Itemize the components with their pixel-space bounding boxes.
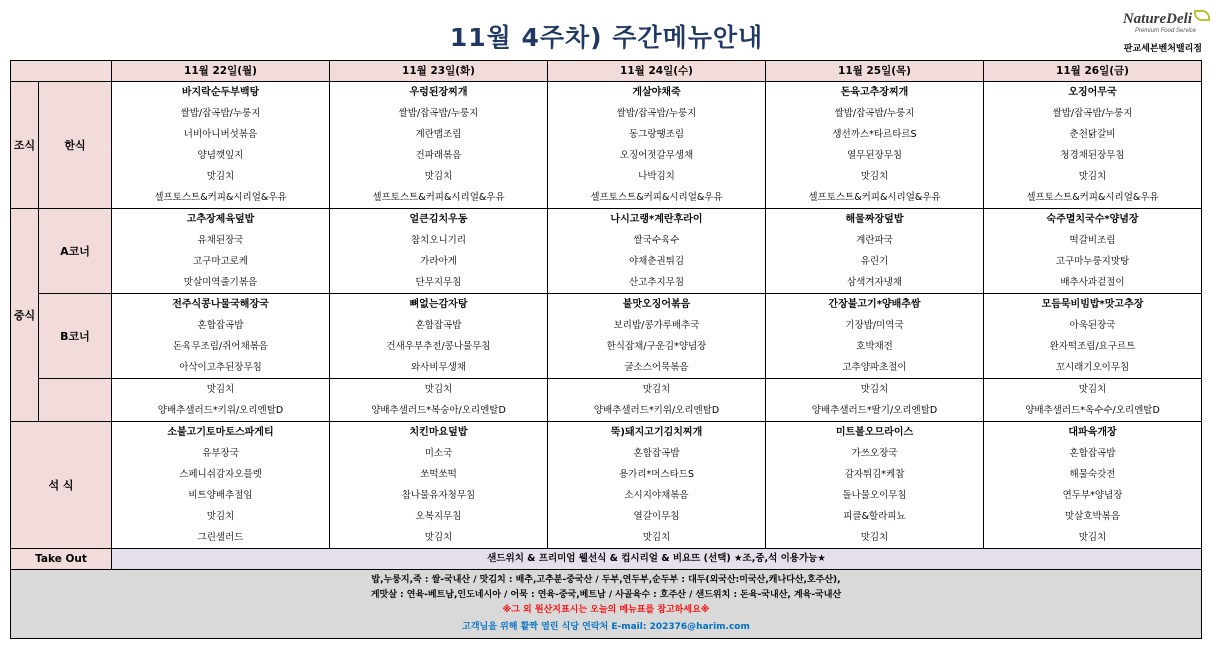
menu-item: 맛김치	[206, 384, 235, 395]
main-dish: 돈육고추장찌개	[840, 87, 909, 98]
main-dish: 뚝)돼지고기김치찌개	[610, 427, 703, 438]
origin-info	[11, 570, 1202, 639]
menu-item: 아욱된장국	[1069, 320, 1116, 331]
main-dish: 오징어무국	[1068, 87, 1117, 98]
corner-cell	[11, 61, 112, 82]
origin-line-1: 밥,누룽지,죽 : 쌀-국내산 / 맛김치 : 배추,고추분-중국산 / 두부,연두부,순두부 : 대두(외국산:미국산,캐나다산,호주산),	[371, 575, 841, 585]
menu-item: 참치오니기리	[410, 235, 467, 246]
menu-item: 고구마누룽지맛탕	[1055, 256, 1130, 267]
origin-notice: ※그 외 원산지표시는 오늘의 메뉴표를 참고하세요※	[502, 605, 710, 615]
menu-item: 쌀국수육수	[633, 235, 680, 246]
menu-item: 계란맵조림	[415, 129, 462, 140]
menu-item: 쌀밥/잡곡밥/누룽지	[398, 108, 479, 119]
menu-item: 쌀밥/잡곡밥/누룽지	[834, 108, 915, 119]
menu-item: 삼색겨자냉채	[846, 277, 903, 288]
menu-item: 돌나물오이무침	[842, 490, 907, 501]
menu-cell	[984, 209, 1202, 294]
day-header: 11월 23일(화)	[330, 61, 548, 82]
menu-item: 생선까스*타르타르S	[832, 129, 917, 140]
menu-item: 쏘떡쏘떡	[420, 469, 457, 480]
menu-item: 건파래볶음	[415, 150, 462, 161]
menu-item: 유린기	[860, 256, 889, 267]
menu-item: 혼합잡곡밥	[415, 320, 462, 331]
main-dish: 대파육개장	[1068, 427, 1117, 438]
menu-item: 떡갈비조림	[1069, 235, 1116, 246]
menu-item: 열무된장무침	[846, 150, 903, 161]
menu-cell	[112, 82, 330, 209]
menu-item: 해물숙갓전	[1069, 469, 1116, 480]
menu-item: 양배추샐러드*옥수수/오리엔탈D	[1025, 405, 1160, 416]
menu-item: 연두부*양념장	[1062, 490, 1123, 501]
menu-item: 감자튀김*케찹	[844, 469, 905, 480]
menu-item: 그린샐러드	[197, 532, 244, 543]
menu-item: 셀프토스트&커피&시리얼&우유	[808, 192, 941, 203]
menu-cell	[112, 209, 330, 294]
menu-item: 쌀밥/잡곡밥/누룽지	[180, 108, 261, 119]
main-dish: 숙주멸치국수*양념장	[1046, 214, 1139, 225]
menu-item: 참나물유자청무침	[401, 490, 476, 501]
menu-item: 완자떡조림/요구르트	[1049, 341, 1136, 352]
menu-item: 야채춘권튀김	[628, 256, 685, 267]
menu-cell	[984, 82, 1202, 209]
menu-item: 소시지야채볶음	[624, 490, 689, 501]
menu-cell	[330, 379, 548, 422]
menu-item: 호박채전	[856, 341, 893, 352]
menu-item: 셀프토스트&커피&시리얼&우유	[154, 192, 287, 203]
day-header: 11월 26일(금)	[984, 61, 1202, 82]
main-dish: 소불고기토마토스파게티	[167, 427, 274, 438]
menu-item: 맛김치	[1078, 384, 1107, 395]
main-dish: 뼈없는감자탕	[409, 299, 468, 310]
menu-item: 배추사과겉절이	[1060, 277, 1125, 288]
menu-item: 열갈이무침	[633, 511, 680, 522]
menu-item: 유부장국	[202, 448, 239, 459]
menu-cell	[766, 209, 984, 294]
menu-item: 미소국	[424, 448, 453, 459]
main-dish: 모듬묵비빔밥*맛고추장	[1041, 299, 1144, 310]
menu-item: 와사비무생채	[410, 362, 467, 373]
day-header: 11월 24일(수)	[548, 61, 766, 82]
menu-item: 유채된장국	[197, 235, 244, 246]
menu-cell	[766, 294, 984, 379]
main-dish: 게살야채죽	[632, 87, 681, 98]
origin-line-2: 게맛살 : 연육-베트남,인도네시아 / 어묵 : 연육-중국,베트남 / 사골육수 : 호주산 / 샌드위치 : 돈육-국내산, 계육-국내산	[370, 590, 842, 600]
main-dish: 전주식콩나물국해장국	[172, 299, 269, 310]
menu-item: 맛김치	[206, 171, 235, 182]
menu-item: 아삭이고추된장무침	[179, 362, 262, 373]
menu-item: 고추양파초절이	[842, 362, 907, 373]
menu-cell	[984, 379, 1202, 422]
menu-item: 맛살미역줄기볶음	[183, 277, 258, 288]
menu-item: 양념깻잎지	[197, 150, 244, 161]
breakfast-label: 조식	[11, 82, 39, 209]
menu-cell	[984, 422, 1202, 549]
menu-item: 비트양배추절임	[188, 490, 253, 501]
main-dish: 불맛오징어볶음	[622, 299, 691, 310]
menu-item: 맛김치	[642, 384, 671, 395]
menu-item: 양배추샐러드*키위/오리엔탈D	[157, 405, 284, 416]
common-label	[39, 379, 112, 422]
menu-item: 나박김치	[638, 171, 675, 182]
menu-item: 청경채된장무침	[1060, 150, 1125, 161]
menu-cell	[330, 422, 548, 549]
takeout-text: 샌드위치 & 프리미엄 웰선식 & 컵시리얼 & 비요뜨 (선택) ★조,중,석 이용가능★	[112, 549, 1202, 570]
corner-a-label: A코너	[39, 209, 112, 294]
menu-item: 건새우부추전/콩나물무침	[386, 341, 491, 352]
menu-item: 맛김치	[642, 532, 671, 543]
takeout-row	[11, 549, 1202, 570]
menu-item: 맛살호박볶음	[1064, 511, 1121, 522]
lunch-a-row	[11, 209, 1202, 294]
lunch-b-row	[11, 294, 1202, 379]
main-dish: 우렁된장찌개	[409, 87, 468, 98]
menu-cell	[548, 209, 766, 294]
dinner-row	[11, 422, 1202, 549]
menu-item: 돈육무조림/쥐어채볶음	[173, 341, 268, 352]
menu-item: 쌀밥/잡곡밥/누룽지	[616, 108, 697, 119]
menu-item: 양배추샐러드*키위/오리엔탈D	[593, 405, 720, 416]
menu-item: 계란파국	[856, 235, 893, 246]
menu-cell	[330, 294, 548, 379]
main-dish: 치킨마요덮밥	[409, 427, 468, 438]
menu-item: 단무지무침	[415, 277, 462, 288]
weekly-menu-table	[10, 60, 1202, 639]
menu-cell	[548, 294, 766, 379]
menu-item: 오복지무침	[415, 511, 462, 522]
dinner-label: 석 식	[11, 422, 112, 549]
menu-cell	[112, 294, 330, 379]
main-dish: 나시고랭*계란후라이	[610, 214, 703, 225]
menu-item: 스페니쉬감자오믈렛	[179, 469, 262, 480]
menu-item: 맛김치	[424, 384, 453, 395]
menu-item: 맛김치	[1078, 532, 1107, 543]
menu-item: 셀프토스트&커피&시리얼&우유	[590, 192, 723, 203]
menu-item: 피클&할라피뇨	[843, 511, 906, 522]
logo-text: NatureDeli	[1122, 11, 1192, 27]
menu-item: 혼합잡곡밥	[1069, 448, 1116, 459]
menu-cell	[330, 82, 548, 209]
menu-item: 맛김치	[860, 171, 889, 182]
menu-item: 맛김치	[206, 511, 235, 522]
logo-subtitle: Premium Food Service	[1134, 28, 1196, 34]
menu-cell	[766, 82, 984, 209]
korean-label: 한식	[39, 82, 112, 209]
menu-cell	[766, 379, 984, 422]
menu-item: 굴소스어묵볶음	[624, 362, 689, 373]
main-dish: 바지락순두부백탕	[181, 87, 260, 98]
menu-item: 셀프토스트&커피&시리얼&우유	[372, 192, 505, 203]
menu-item: 양배추샐러드*복숭아/오리엔탈D	[371, 405, 506, 416]
lunch-common-row	[11, 379, 1202, 422]
main-dish: 간장불고기*양배추쌈	[828, 299, 921, 310]
menu-item: 산고추지무침	[628, 277, 685, 288]
contact-info: 고객님을 위해 활짝 열린 식당 연락처 E-mail: 202376@harim.com	[462, 622, 750, 632]
lunch-label: 중식	[11, 209, 39, 422]
day-header: 11월 25일(목)	[766, 61, 984, 82]
menu-item: 맛김치	[1078, 171, 1107, 182]
menu-item: 맛김치	[424, 532, 453, 543]
takeout-label: Take Out	[11, 549, 112, 570]
menu-item: 한식잡채/구운김*양념장	[606, 341, 707, 352]
menu-item: 동그랑땡조림	[628, 129, 685, 140]
main-dish: 고추장제육덮밥	[186, 214, 255, 225]
menu-cell	[112, 422, 330, 549]
menu-item: 오징어젓갈무생채	[619, 150, 694, 161]
footer-row	[11, 570, 1202, 639]
menu-cell	[548, 82, 766, 209]
menu-cell	[112, 379, 330, 422]
page-title: 11월 4주차) 주간메뉴안내	[449, 23, 764, 52]
menu-item: 가라아게	[420, 256, 457, 267]
menu-item: 쌀밥/잡곡밥/누룽지	[1052, 108, 1133, 119]
menu-item: 혼합잡곡밥	[197, 320, 244, 331]
menu-item: 맛김치	[860, 532, 889, 543]
branch-name: 판교세븐벤처밸리점	[1123, 44, 1202, 54]
menu-item: 너비아니버섯볶음	[183, 129, 258, 140]
menu-item: 용가리*머스타드S	[618, 469, 695, 480]
menu-item: 맛김치	[860, 384, 889, 395]
menu-item: 꼬시래기오이무침	[1055, 362, 1130, 373]
menu-item: 가쓰오장국	[851, 448, 898, 459]
menu-cell	[330, 209, 548, 294]
menu-cell	[548, 379, 766, 422]
main-dish: 얼큰김치우동	[409, 214, 468, 225]
menu-item: 고구마고로케	[192, 256, 249, 267]
main-dish: 미트볼오므라이스	[835, 427, 914, 438]
main-dish: 해물짜장덮밥	[845, 214, 904, 225]
leaf-icon	[1194, 10, 1210, 21]
menu-item: 혼합잡곡밥	[633, 448, 680, 459]
menu-item: 셀프토스트&커피&시리얼&우유	[1026, 192, 1159, 203]
corner-b-label: B코너	[39, 294, 112, 379]
menu-item: 보리밥/콩가루배추국	[613, 320, 700, 331]
menu-cell	[548, 422, 766, 549]
breakfast-row	[11, 82, 1202, 209]
menu-cell	[766, 422, 984, 549]
naturedeli-logo	[1098, 8, 1210, 34]
menu-item: 기장밥/미역국	[845, 320, 904, 331]
day-header-row	[11, 61, 1202, 82]
menu-item: 양배추샐러드*딸기/오리엔탈D	[811, 405, 938, 416]
menu-cell	[984, 294, 1202, 379]
day-header: 11월 22일(월)	[112, 61, 330, 82]
menu-item: 춘천닭갈비	[1069, 129, 1116, 140]
menu-item: 맛김치	[424, 171, 453, 182]
